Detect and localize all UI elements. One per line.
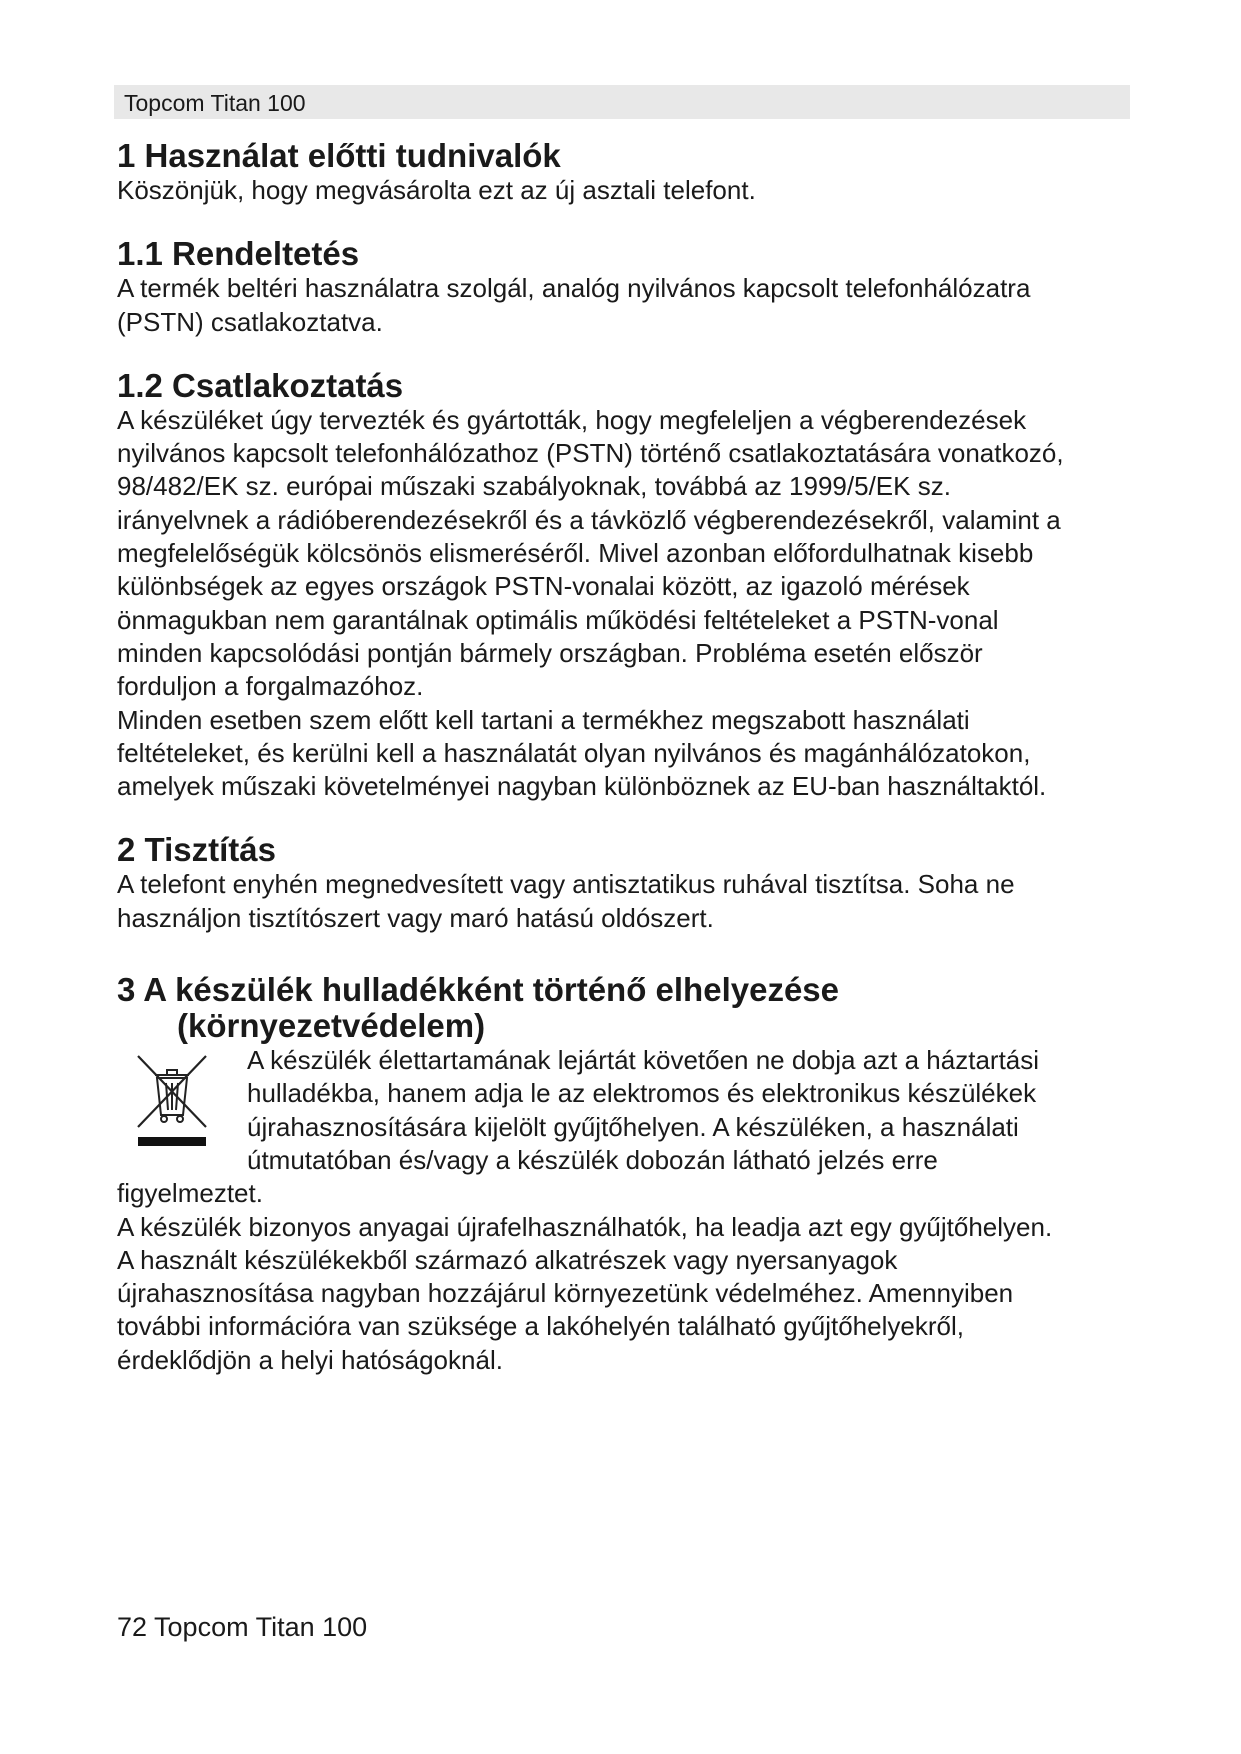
section-3-heading-continued: (környezetvédelem) — [177, 1007, 486, 1045]
disposal-wrapped-line: újrahasznosítására kijelölt gyűjtőhelyen. A készüléken, a használati — [247, 1111, 1019, 1142]
disposal-notice — [117, 1044, 1137, 1177]
section-1-2-line: minden kapcsolódási pontján bármely országban. Probléma esetén először — [117, 637, 983, 668]
disposal-wrapped-line: A készülék élettartamának lejártát követően ne dobja azt a háztartási — [247, 1045, 1040, 1076]
section-3-line: további információra van szüksége a lakóhelyén található gyűjtőhelyekről, — [117, 1311, 964, 1342]
page-content — [117, 138, 1137, 1377]
section-1-2-line: különbségek az egyes országok PSTN-vonalai között, az igazoló mérések — [117, 571, 970, 602]
section-3-line: érdeklődjön a helyi hatóságoknál. — [117, 1344, 503, 1375]
section-1-1-heading: 1.1 Rendeltetés — [117, 235, 360, 273]
section-1-2-line: 98/482/EK sz. európai műszaki szabályoknak, továbbá az 1999/5/EK sz. — [117, 471, 951, 502]
section-1-2-line: irányelvnek a rádióberendezésekről és a távközlő végberendezésekről, valamint a — [117, 504, 1061, 535]
disposal-wrapped-line: útmutatóban és/vagy a készülék dobozán látható jelzés erre — [247, 1144, 938, 1175]
section-1-heading: 1 Használat előtti tudnivalók — [117, 137, 561, 174]
section-1-2-line: önmagukban nem garantálnak optimális működési feltételeket a PSTN-vonal — [117, 604, 999, 635]
section-1-2-heading: 1.2 Csatlakoztatás — [117, 366, 404, 404]
running-header-title: Topcom Titan 100 — [124, 90, 306, 116]
section-1-2-line: Minden esetben szem előtt kell tartani a termékhez megszabott használati — [117, 704, 970, 735]
section-3-line: A készülék bizonyos anyagai újrafelhasználhatók, ha leadja azt egy gyűjtőhelyen. — [117, 1211, 1053, 1242]
section-1-1-line: A termék beltéri használatra szolgál, analóg nyilvános kapcsolt telefonhálózatra — [117, 273, 1031, 304]
section-1-2-line: forduljon a forgalmazóhoz. — [117, 671, 424, 702]
disposal-wrapped-line: hulladékba, hanem adja le az elektromos és elektronikus készülékek — [247, 1078, 1037, 1109]
section-1-1-line: (PSTN) csatlakoztatva. — [117, 306, 383, 337]
section-1-2-line: feltételeket, és kerülni kell a használatát olyan nyilvános és magánhálózatokon, — [117, 737, 1031, 768]
section-2-line: A telefont enyhén megnedvesített vagy antisztatikus ruhával tisztítsa. Soha ne — [117, 869, 1015, 900]
section-1-body: Köszönjük, hogy megvásárolta ezt az új asztali telefont. — [117, 175, 756, 205]
section-1-2-line: A készüléket úgy tervezték és gyártották, hogy megfeleljen a végberendezések — [117, 404, 1027, 435]
section-3-line: újrahasznosítása nagyban hozzájárul környezetünk védelméhez. Amennyiben — [117, 1278, 1014, 1309]
disposal-block — [117, 1044, 1137, 1377]
section-1-2-line: nyilvános kapcsolt telefonhálózathoz (PSTN) történő csatlakoztatására vonatkozó, — [117, 438, 1064, 469]
section-3-heading: 3 A készülék hulladékként történő elhelyezése — [117, 971, 840, 1009]
section-1-2-line: megfelelőségük kölcsönös elismeréséről. Mivel azonban előfordulhatnak kisebb — [117, 538, 1034, 569]
page-footer: 72 Topcom Titan 100 — [117, 1612, 368, 1642]
running-header — [114, 85, 1130, 119]
section-3-line: A használt készülékekből származó alkatrészek vagy nyersanyagok — [117, 1244, 898, 1275]
section-2-heading: 2 Tisztítás — [117, 831, 276, 869]
section-3-line: figyelmeztet. — [117, 1178, 263, 1209]
section-2-line: használjon tisztítószert vagy maró hatású oldószert. — [117, 902, 714, 933]
section-1-2-line: amelyek műszaki követelményei nagyban különböznek az EU-ban használtaktól. — [117, 771, 1047, 802]
weee-crossed-bin-icon — [135, 1047, 209, 1149]
